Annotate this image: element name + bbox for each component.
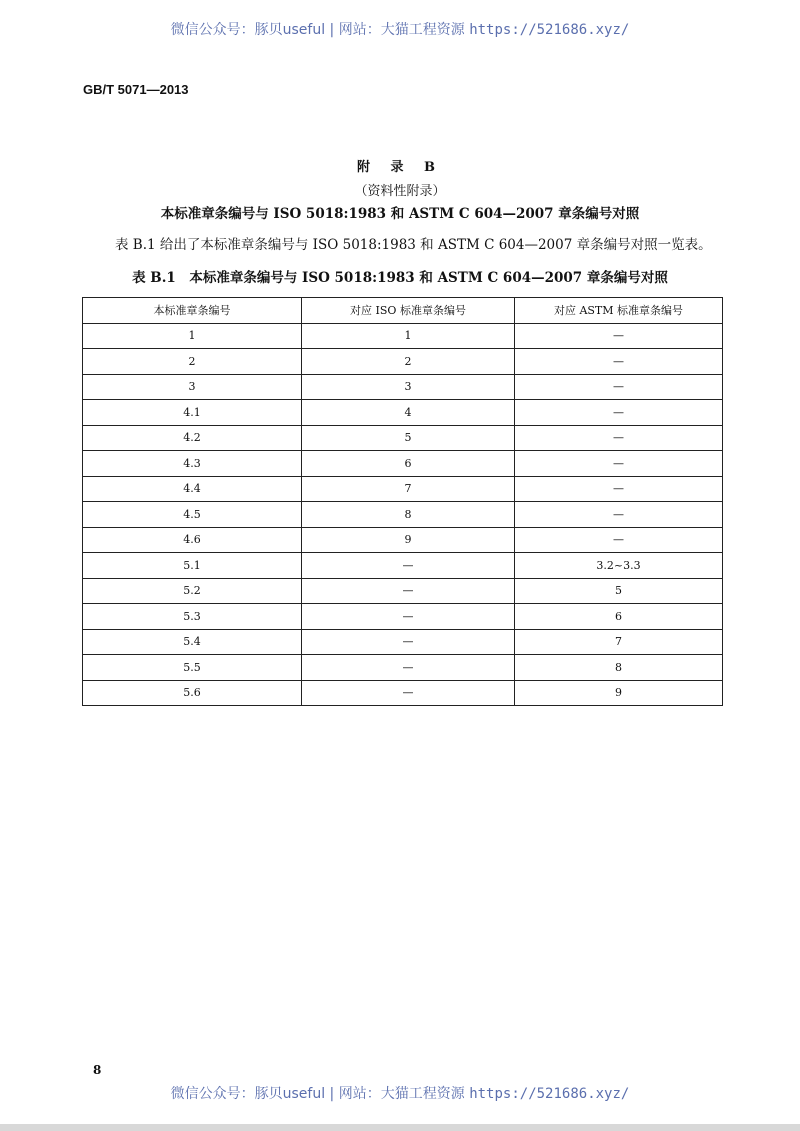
table-cell: 2 (302, 349, 515, 375)
table-cell: — (515, 374, 723, 400)
correspondence-table (82, 297, 723, 706)
table-caption: 表 B.1 本标准章条编号与 ISO 5018:1983 和 ASTM C 604—2007 章条编号对照 (132, 270, 668, 286)
table-row (83, 553, 723, 579)
intro-paragraph: 表 B.1 给出了本标准章条编号与 ISO 5018:1983 和 ASTM C 604—2007 章条编号对照一览表。 (115, 237, 712, 253)
table-cell: 7 (515, 629, 723, 655)
table-row (83, 425, 723, 451)
table-cell: — (515, 425, 723, 451)
table-cell: 5.1 (83, 553, 302, 579)
table-cell: 3 (302, 374, 515, 400)
table-cell: 4.5 (83, 502, 302, 528)
watermark-url: https://521686.xyz/ (469, 22, 630, 38)
table-cell: 4.2 (83, 425, 302, 451)
table-row (83, 527, 723, 553)
table-cell: 6 (302, 451, 515, 477)
appendix-subtitle: （资料性附录） (354, 184, 446, 199)
column-header: 对应 ASTM 标准章条编号 (515, 298, 723, 324)
watermark-text: 微信公众号：豚贝useful | 网站：大猫工程资源 (170, 1086, 470, 1102)
table-row (83, 502, 723, 528)
table-cell: 4.6 (83, 527, 302, 553)
table-cell: 8 (302, 502, 515, 528)
table-cell: 5.5 (83, 655, 302, 681)
table-cell: — (515, 349, 723, 375)
table-cell: 1 (83, 323, 302, 349)
table-cell: — (302, 553, 515, 579)
table-row (83, 578, 723, 604)
table-row (83, 604, 723, 630)
table-row (83, 680, 723, 706)
table-cell: 9 (515, 680, 723, 706)
column-header: 对应 ISO 标准章条编号 (302, 298, 515, 324)
table-cell: — (302, 655, 515, 681)
table-cell: 5 (515, 578, 723, 604)
table-cell: 5.2 (83, 578, 302, 604)
watermark-bottom (0, 1083, 800, 1103)
table-cell: — (302, 680, 515, 706)
watermark-url: https://521686.xyz/ (469, 1086, 630, 1102)
table-cell: — (515, 451, 723, 477)
table-cell: — (515, 323, 723, 349)
appendix-title: 附 录 B (356, 160, 444, 175)
table-cell: 5 (302, 425, 515, 451)
table-cell: 4.3 (83, 451, 302, 477)
table-cell: — (515, 400, 723, 426)
table-cell: 2 (83, 349, 302, 375)
table-cell: — (302, 578, 515, 604)
table-header-row (83, 298, 723, 324)
table-cell: 6 (515, 604, 723, 630)
table-cell: — (515, 476, 723, 502)
table-cell: 5.4 (83, 629, 302, 655)
table-cell: 3.2~3.3 (515, 553, 723, 579)
table-cell: 5.3 (83, 604, 302, 630)
table-cell: 8 (515, 655, 723, 681)
table-cell: 9 (302, 527, 515, 553)
table-row (83, 349, 723, 375)
table-row (83, 451, 723, 477)
watermark-text: 微信公众号：豚贝useful | 网站：大猫工程资源 (170, 22, 470, 38)
table-cell: 4.1 (83, 400, 302, 426)
table-cell: 7 (302, 476, 515, 502)
table-cell: 4 (302, 400, 515, 426)
table-cell: — (302, 604, 515, 630)
table-row (83, 655, 723, 681)
standard-number: GB/T 5071—2013 (83, 82, 189, 97)
watermark-top (0, 19, 800, 39)
column-header: 本标准章条编号 (83, 298, 302, 324)
table-cell: 1 (302, 323, 515, 349)
table-cell: — (302, 629, 515, 655)
table-cell: — (515, 527, 723, 553)
table-row (83, 323, 723, 349)
table-cell: — (515, 502, 723, 528)
table-cell: 5.6 (83, 680, 302, 706)
table-row (83, 629, 723, 655)
appendix-heading: 本标准章条编号与 ISO 5018:1983 和 ASTM C 604—2007 章条编号对照 (160, 206, 640, 222)
bottom-bar (0, 1124, 800, 1131)
table-row (83, 476, 723, 502)
table-cell: 3 (83, 374, 302, 400)
table-cell: 4.4 (83, 476, 302, 502)
page-number: 8 (93, 1063, 102, 1077)
table-row (83, 374, 723, 400)
table-row (83, 400, 723, 426)
